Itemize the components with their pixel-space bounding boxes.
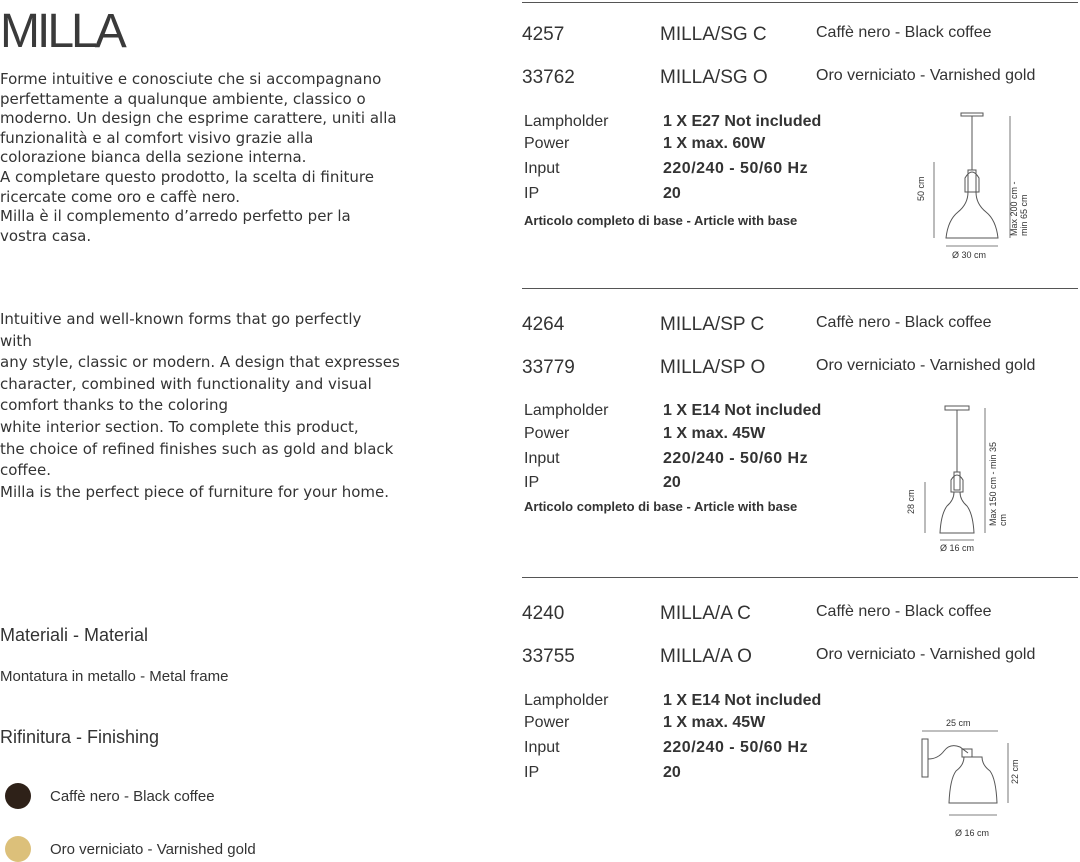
spec-label-lampholder: Lampholder (524, 692, 609, 709)
section-divider (522, 577, 1078, 578)
spec-value-power: 1 X max. 60W (663, 135, 766, 152)
product-code: 33755 (522, 646, 575, 667)
spec-label-ip: IP (524, 764, 540, 781)
spec-label-ip: IP (524, 474, 540, 491)
finish-option-label: Oro verniciato - Varnished gold (50, 841, 256, 858)
spec-value-power: 1 X max. 45W (663, 425, 766, 442)
spec-label-power: Power (524, 425, 570, 442)
description-line: coffee. (0, 461, 51, 480)
description-line: perfettamente a qualunque ambiente, classico o (0, 89, 366, 108)
pendant-lamp-large-drawing (912, 108, 1052, 268)
description-line: Forme intuitive e conosciute che si accompagnano (0, 70, 382, 88)
product-note: Articolo completo di base - Article with base (524, 499, 798, 514)
description-line: ricercate come oro e caffè nero. (0, 187, 240, 206)
product-finish: Caffè nero - Black coffee (816, 314, 992, 331)
spec-value-input: 220/240 - 50/60 Hz (663, 160, 809, 177)
description-line: A completare questo prodotto, la scelta di finiture (0, 167, 374, 186)
dimension-label: 22 cm (1010, 759, 1020, 784)
product-code: 4240 (522, 603, 565, 624)
description-line: the choice of refined finishes such as gold and black (0, 439, 394, 458)
section-divider (522, 2, 1078, 3)
description-line: comfort thanks to the coloring (0, 396, 229, 415)
spec-value-input: 220/240 - 50/60 Hz (663, 739, 809, 756)
spec-label-lampholder: Lampholder (524, 402, 609, 419)
spec-value-lampholder: 1 X E27 Not included (663, 113, 822, 130)
spec-label-power: Power (524, 135, 570, 152)
description-line: Intuitive and well-known forms that go perfectly (0, 310, 362, 328)
product-name: MILLA/SG C (660, 24, 767, 45)
dimension-label: Max 200 cm - min 65 cm (1009, 181, 1029, 236)
description-english (0, 309, 400, 503)
product-finish: Caffè nero - Black coffee (816, 603, 992, 620)
description-line: character, combined with functionality and visual (0, 374, 372, 393)
description-italian (0, 70, 395, 246)
materials-text: Montatura in metallo - Metal frame (0, 668, 229, 685)
description-line: Milla è il complemento d’arredo perfetto per la (0, 207, 351, 226)
product-name: MILLA/SP C (660, 314, 765, 335)
description-line: white interior section. To complete this product, (0, 417, 359, 436)
product-name: MILLA/SG O (660, 67, 768, 88)
description-line: moderno. Un design che esprime carattere, uniti alla (0, 109, 397, 128)
product-note: Articolo completo di base - Article with base (524, 213, 798, 228)
spec-label-input: Input (524, 450, 560, 467)
product-finish: Caffè nero - Black coffee (816, 24, 992, 41)
spec-value-ip: 20 (663, 185, 681, 202)
product-finish: Oro verniciato - Varnished gold (816, 357, 1036, 374)
description-line: funzionalità e al comfort visivo grazie alla (0, 128, 314, 147)
spec-value-lampholder: 1 X E14 Not included (663, 402, 822, 419)
dimension-label: Ø 30 cm (952, 250, 987, 260)
product-name: MILLA/A O (660, 646, 752, 667)
spec-label-input: Input (524, 739, 560, 756)
description-line: any style, classic or modern. A design that expresses (0, 353, 400, 372)
spec-label-ip: IP (524, 185, 540, 202)
description-line: with (0, 331, 32, 350)
product-name: MILLA/SP O (660, 357, 766, 378)
product-code: 33779 (522, 357, 575, 378)
materials-heading: Materiali - Material (0, 625, 149, 645)
dimension-label: Ø 16 cm (940, 543, 975, 553)
product-finish: Oro verniciato - Varnished gold (816, 646, 1036, 663)
spec-label-input: Input (524, 160, 560, 177)
dimension-label: Max 150 cm - min 35 cm (988, 441, 1008, 526)
dimension-label: 25 cm (946, 718, 971, 728)
dimension-label: 50 cm (916, 176, 926, 201)
product-finish: Oro verniciato - Varnished gold (816, 67, 1036, 84)
spec-value-input: 220/240 - 50/60 Hz (663, 450, 809, 467)
description-line: Milla is the perfect piece of furniture for your home. (0, 482, 390, 501)
product-code: 4264 (522, 314, 565, 335)
finishing-heading: Rifinitura - Finishing (0, 727, 160, 747)
spec-value-power: 1 X max. 45W (663, 714, 766, 731)
dimension-label: 28 cm (906, 489, 916, 514)
swatch-black-coffee (5, 783, 31, 809)
description-line: colorazione bianca della sezione interna. (0, 148, 307, 167)
finish-option-label: Caffè nero - Black coffee (50, 788, 215, 805)
product-name: MILLA/A C (660, 603, 751, 624)
spec-value-ip: 20 (663, 474, 681, 491)
spec-value-lampholder: 1 X E14 Not included (663, 692, 822, 709)
spec-label-power: Power (524, 714, 570, 731)
spec-value-ip: 20 (663, 764, 681, 781)
page-title: MILLA (0, 5, 124, 58)
dimension-label: Ø 16 cm (955, 828, 990, 838)
product-code: 33762 (522, 67, 575, 88)
product-code: 4257 (522, 24, 565, 45)
spec-label-lampholder: Lampholder (524, 113, 609, 130)
description-line: vostra casa. (0, 226, 92, 245)
section-divider (522, 288, 1078, 289)
swatch-varnished-gold (5, 836, 31, 862)
